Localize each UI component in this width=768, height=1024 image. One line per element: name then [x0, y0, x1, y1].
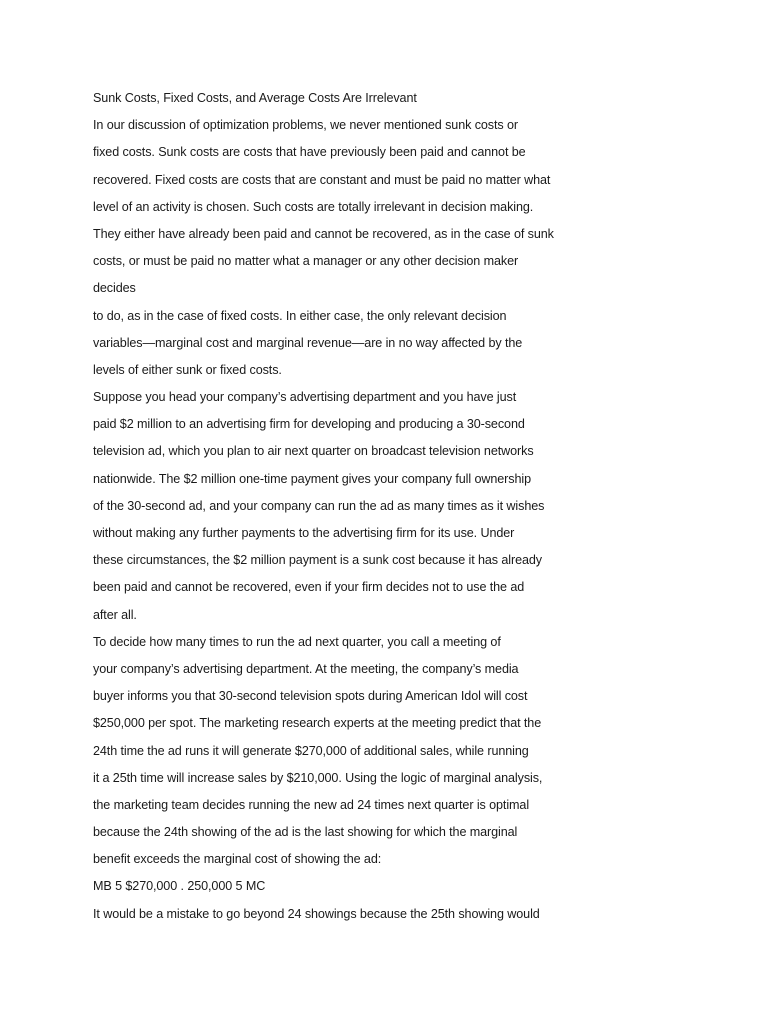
text-line: after all. [93, 607, 137, 622]
text-line: Suppose you head your company’s advertising department and you have just [93, 390, 517, 405]
text-line: television ad, which you plan to air next quarter on broadcast television networks [93, 444, 534, 459]
text-line: levels of either sunk or fixed costs. [93, 362, 282, 377]
text-line: 24th time the ad runs it will generate $270,000 of additional sales, while running [93, 743, 529, 758]
text-line: these circumstances, the $2 million payment is a sunk cost because it has already [93, 553, 543, 568]
text-line: $250,000 per spot. The marketing research experts at the meeting predict that the [93, 716, 542, 731]
section-heading: Sunk Costs, Fixed Costs, and Average Costs Are Irrelevant [93, 91, 417, 105]
text-line: it a 25th time will increase sales by $210,000. Using the logic of marginal analysis, [93, 770, 543, 785]
text-line: because the 24th showing of the ad is the last showing for which the marginal [93, 825, 518, 840]
text-line: decides [93, 281, 136, 296]
text-line: paid $2 million to an advertising firm for developing and producing a 30-second [93, 417, 525, 432]
text-line: of the 30-second ad, and your company can run the ad as many times as it wishes [93, 498, 545, 513]
text-line: without making any further payments to the advertising firm for its use. Under [93, 526, 515, 540]
text-line: to do, as in the case of fixed costs. In either case, the only relevant decision [93, 308, 507, 323]
document-body [93, 85, 593, 928]
text-line: benefit exceeds the marginal cost of showing the ad: [93, 852, 382, 867]
text-line: In our discussion of optimization problems, we never mentioned sunk costs or [93, 118, 518, 133]
text-line: been paid and cannot be recovered, even if your firm decides not to use the ad [93, 580, 525, 595]
text-line: your company’s advertising department. At the meeting, the company’s media [93, 661, 519, 676]
text-line: the marketing team decides running the new ad 24 times next quarter is optimal [93, 797, 530, 812]
text-line: buyer informs you that 30-second television spots during American Idol will cost [93, 689, 528, 704]
text-line: It would be a mistake to go beyond 24 showings because the 25th showing would [93, 906, 540, 921]
equation-line: MB 5 $270,000 . 250,000 5 MC [93, 879, 266, 894]
text-line: They either have already been paid and cannot be recovered, as in the case of sunk [93, 226, 554, 241]
text-line: costs, or must be paid no matter what a manager or any other decision maker [93, 254, 519, 269]
text-line: To decide how many times to run the ad next quarter, you call a meeting of [93, 634, 501, 649]
text-line: nationwide. The $2 million one-time payment gives your company full ownership [93, 471, 531, 486]
text-line: level of an activity is chosen. Such costs are totally irrelevant in decision making. [93, 199, 534, 214]
text-line: fixed costs. Sunk costs are costs that have previously been paid and cannot be [93, 145, 526, 160]
text-line: recovered. Fixed costs are costs that are constant and must be paid no matter what [93, 172, 551, 187]
text-line: variables—marginal cost and marginal revenue—are in no way affected by the [93, 335, 523, 350]
